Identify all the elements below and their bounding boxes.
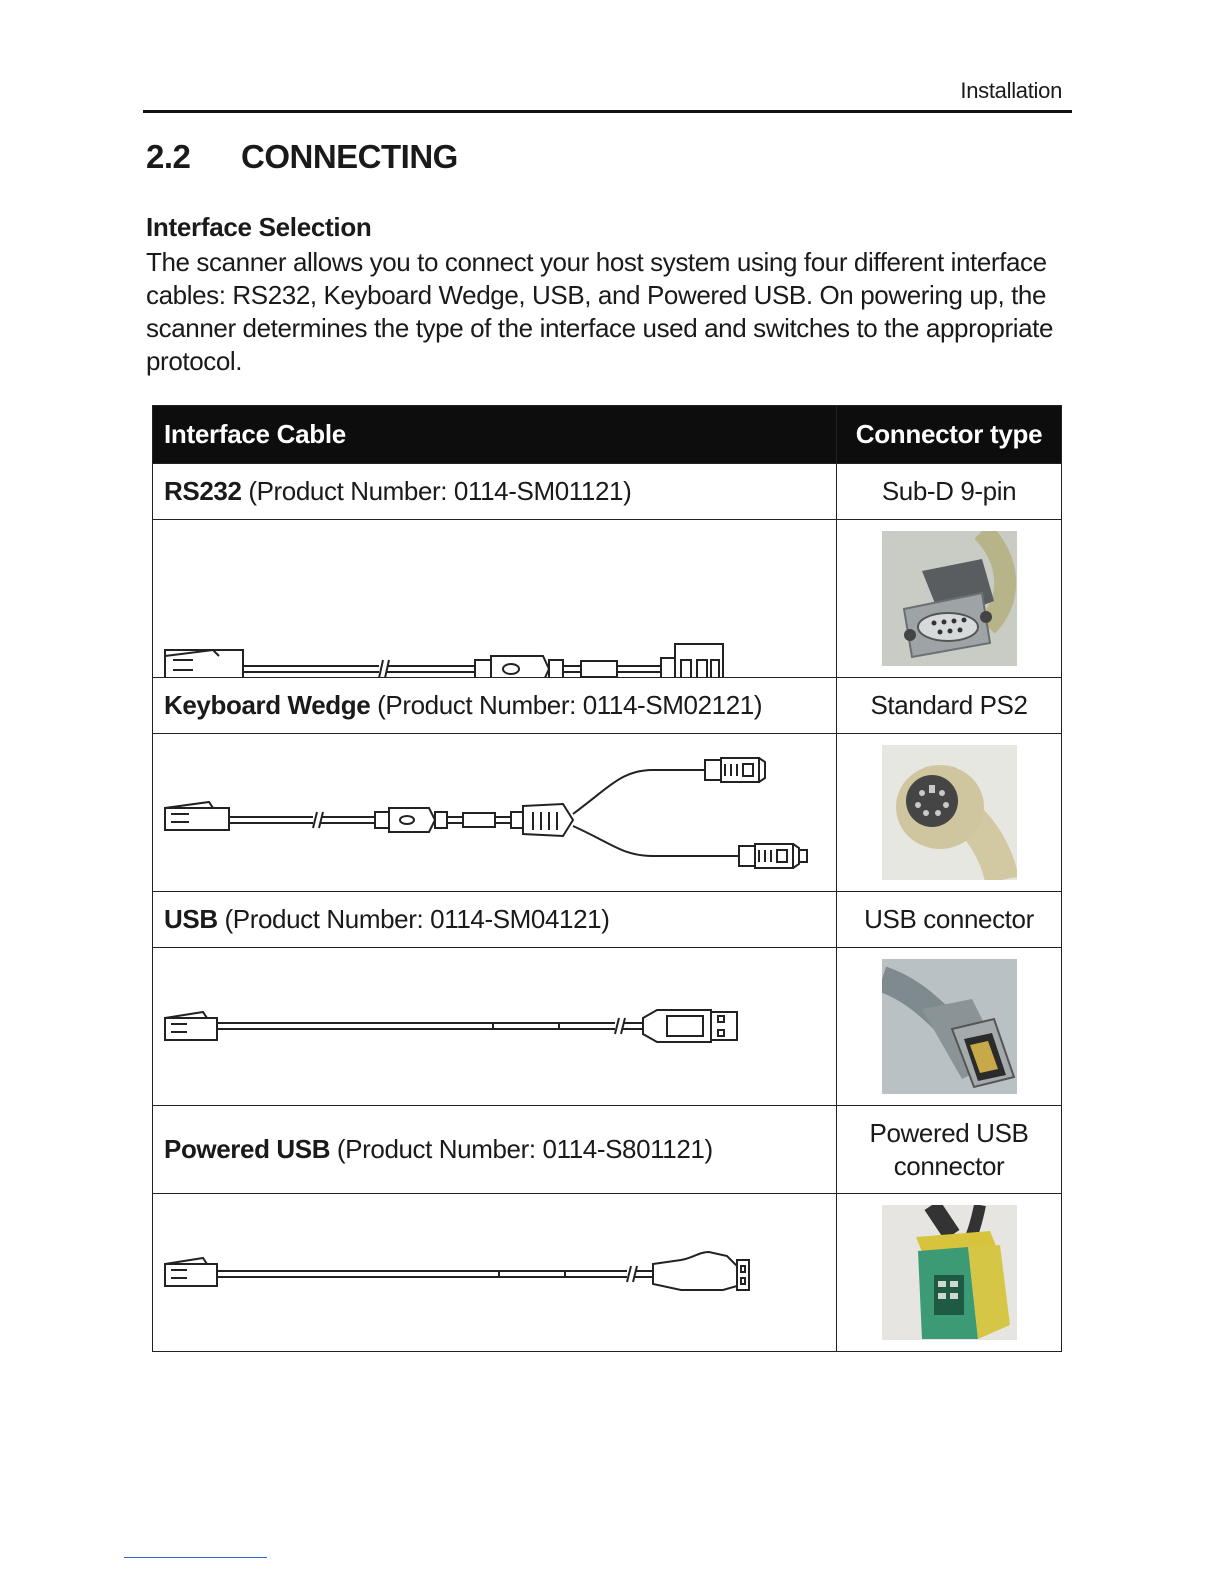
connector-photo-cell [837,948,1062,1106]
product-number: (Product Number: 0114-SM02121) [377,690,763,720]
rj45-plug-icon [165,1258,217,1286]
connector-photo-cell [837,734,1062,892]
table-header-row [153,406,1062,464]
sub-d-connector-photo [882,531,1017,666]
powered-usb-connector-photo [882,1205,1017,1340]
sub-d-connector-icon [661,644,723,677]
table-row [153,678,1062,734]
connector-type: Powered USB connector [837,1106,1062,1194]
ps2-connector-icon [705,758,765,782]
rj45-plug-icon [165,650,243,677]
keyboard-wedge-cable-drawing [153,734,833,891]
table-row [153,1106,1062,1194]
col-header-connector: Connector type [837,406,1062,464]
usb-plug-icon [643,1010,737,1042]
table-row [153,464,1062,520]
table-row [153,892,1062,948]
ps2-connector-photo [882,745,1017,880]
col-header-cable: Interface Cable [153,406,837,464]
connector-type: Standard PS2 [837,678,1062,734]
section-number: 2.2 [146,138,191,175]
intro-paragraph: The scanner allows you to connect your host system using four different interface cables: RS232, Keyboard Wedge, USB, and Powered USB. On powering up, the scanner determines the type of the interface used and switches to the appropriate protocol. [146,247,1054,376]
cable-name: Powered USB [164,1134,331,1164]
header-rule [143,110,1072,113]
cable-name: USB [164,904,218,934]
rj45-plug-icon [165,1012,217,1040]
table-row [153,734,1062,892]
cable-label-keyboard-wedge [153,678,837,734]
cable-name: Keyboard Wedge [164,690,371,720]
cable-drawing-cell [153,520,837,678]
connector-type: USB connector [837,892,1062,948]
product-number: (Product Number: 0114-SM01121) [248,476,632,506]
footnote-rule [124,1557,267,1558]
connector-photo-cell [837,1194,1062,1352]
product-number: (Product Number: 0114-SM04121) [224,904,610,934]
rj45-plug-icon [165,802,229,830]
cable-label-usb [153,892,837,948]
powered-usb-cable-drawing [153,1194,833,1351]
cable-drawing-cell [153,734,837,892]
interface-table [152,405,1062,1352]
cable-drawing-cell [153,948,837,1106]
section-title [146,138,458,176]
cable-name: RS232 [164,476,242,506]
connector-photo-cell [837,520,1062,678]
table-row [153,1194,1062,1352]
inline-module-icon [375,808,447,832]
rs232-cable-drawing [153,520,833,677]
table-row [153,520,1062,678]
product-number: (Product Number: 0114-S801121) [336,1134,713,1164]
usb-connector-photo [882,959,1017,1094]
inline-module-icon [475,656,563,677]
powered-usb-plug-icon [653,1252,749,1290]
usb-cable-drawing [153,948,833,1105]
subheading: Interface Selection [146,212,372,242]
y-splitter-icon [511,804,573,836]
ps2-connector-icon [739,844,807,868]
running-header: Installation [960,78,1062,103]
cable-drawing-cell [153,1194,837,1352]
cable-label-powered-usb [153,1106,837,1194]
table-row [153,948,1062,1106]
section-title-text: CONNECTING [241,138,458,175]
connector-type: Sub-D 9-pin [837,464,1062,520]
cable-label-rs232 [153,464,837,520]
